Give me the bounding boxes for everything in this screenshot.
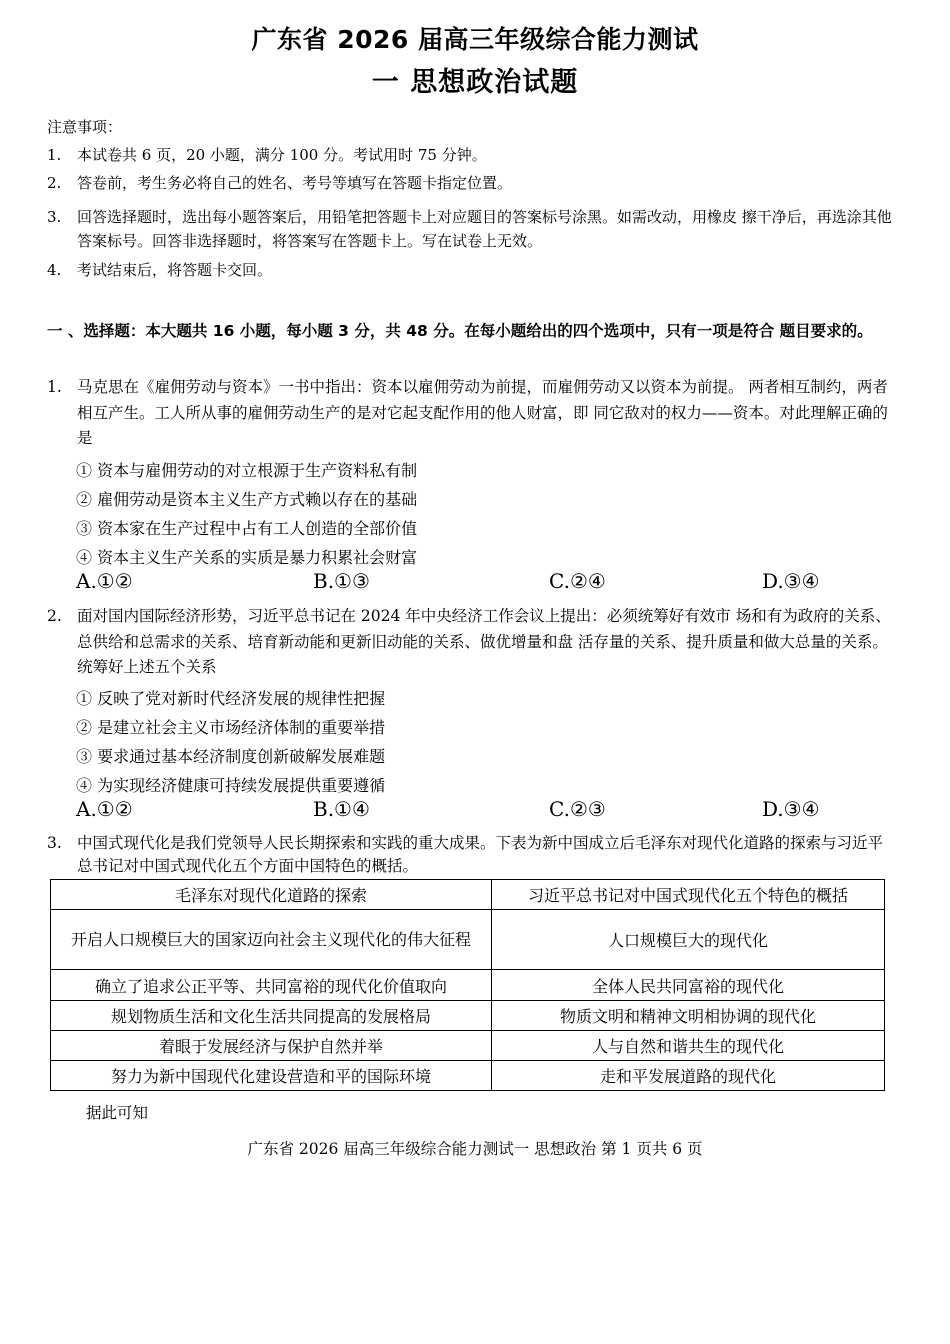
question-number: 1. (47, 378, 62, 396)
table-row (51, 1001, 885, 1031)
table-cell: 规划物质生活和文化生活共同提高的发展格局 (51, 1001, 492, 1031)
question-2 (47, 604, 897, 681)
table-header-row (51, 880, 885, 910)
statement: ② 是建立社会主义市场经济体制的重要举措 (76, 718, 386, 737)
statement: ① 反映了党对新时代经济发展的规律性把握 (76, 689, 386, 708)
notice-item-text: 回答选择题时，选出每小题答案后，用铅笔把答题卡上对应题目的答案标号涂黑。如需改动，用橡皮 擦干净后，再选涂其他答案标号。回答非选择题时，将答案写在答题卡上。写在试卷上无效。 (77, 208, 892, 250)
table-header-cell: 习近平总书记对中国式现代化五个特色的概括 (492, 880, 885, 910)
answer-option-c: C.②③ (549, 797, 606, 821)
question-3 (47, 832, 897, 878)
table-row (51, 910, 885, 970)
statement: ② 雇佣劳动是资本主义生产方式赖以存在的基础 (76, 490, 418, 509)
answer-option-b: B.①③ (313, 569, 370, 593)
table-cell: 着眼于发展经济与保护自然并举 (51, 1031, 492, 1061)
table-cell: 人口规模巨大的现代化 (492, 910, 885, 970)
exam-title: 广东省 2026 届高三年级综合能力测试 (251, 25, 699, 54)
page-footer: 广东省 2026 届高三年级综合能力测试一 思想政治 第 1 页共 6 页 (247, 1140, 703, 1158)
table-row (51, 970, 885, 1001)
notice-item (47, 143, 897, 167)
table-row (51, 1031, 885, 1061)
table-cell: 全体人民共同富裕的现代化 (492, 970, 885, 1001)
table-cell: 确立了追求公正平等、共同富裕的现代化价值取向 (51, 970, 492, 1001)
statement: ④ 为实现经济健康可持续发展提供重要遵循 (76, 776, 386, 795)
table-header-cell: 毛泽东对现代化道路的探索 (51, 880, 492, 910)
section-heading: 一 、选择题：本大题共 16 小题，每小题 3 分，共 48 分。在每小题给出的四个选项中，只有一项是符合 题目要求的。 (47, 322, 873, 340)
notice-item-number: 4. (47, 261, 62, 279)
question-continuation: 据此可知 (86, 1104, 149, 1122)
answer-option-c: C.②④ (549, 569, 606, 593)
notice-item-text: 考试结束后，将答题卡交回。 (77, 261, 273, 279)
answer-option-a: A.①② (76, 797, 133, 821)
notice-item-number: 3. (47, 208, 62, 226)
answer-option-b: B.①④ (313, 797, 370, 821)
question-stem: 面对国内国际经济形势，习近平总书记在 2024 年中央经济工作会议上提出：必须统筹好有效市 场和有为政府的关系、总供给和总需求的关系、培育新动能和更新旧动能的关系、做优增量和盘 活存量的关系、提升质量和做大总量的关系。统筹好上述五个关系 (77, 607, 891, 676)
statement: ③ 资本家在生产过程中占有工人创造的全部价值 (76, 519, 418, 538)
statement: ③ 要求通过基本经济制度创新破解发展难题 (76, 747, 386, 766)
statement: ④ 资本主义生产关系的实质是暴力积累社会财富 (76, 548, 418, 567)
question-stem: 中国式现代化是我们党领导人民长期探索和实践的重大成果。下表为新中国成立后毛泽东对现代化道路的探索与习近平总书记对中国式现代化五个方面中国特色的概括。 (77, 834, 884, 875)
notice-item-text: 答卷前，考生务必将自己的姓名、考号等填写在答题卡指定位置。 (77, 174, 513, 192)
notice-item-number: 2. (47, 174, 62, 192)
table-cell: 开启人口规模巨大的国家迈向社会主义现代化的伟大征程 (51, 910, 492, 970)
notice-item-number: 1. (47, 146, 62, 164)
question-1 (47, 375, 897, 452)
comparison-table (50, 879, 885, 1091)
notice-item-text: 本试卷共 6 页，20 小题，满分 100 分。考试用时 75 分钟。 (77, 146, 487, 164)
notice-heading: 注意事项： (47, 118, 123, 136)
question-number: 3. (47, 834, 62, 852)
exam-subtitle: 一 思想政治试题 (371, 67, 579, 98)
question-number: 2. (47, 607, 62, 625)
table-row (51, 1061, 885, 1091)
notice-item (47, 258, 897, 282)
question-stem: 马克思在《雇佣劳动与资本》一书中指出：资本以雇佣劳动为前提，而雇佣劳动又以资本为前提。 两者相互制约，两者相互产生。工人所从事的雇佣劳动生产的是对它起支配作用的他人财富，即 同它敌对的权力——资本。对此理解正确的是 (77, 378, 888, 447)
table-cell: 人与自然和谐共生的现代化 (492, 1031, 885, 1061)
answer-option-d: D.③④ (762, 797, 820, 821)
table-cell: 物质文明和精神文明相协调的现代化 (492, 1001, 885, 1031)
table-cell: 走和平发展道路的现代化 (492, 1061, 885, 1091)
notice-item (47, 205, 897, 253)
answer-option-d: D.③④ (762, 569, 820, 593)
notice-item (47, 171, 897, 195)
statement: ① 资本与雇佣劳动的对立根源于生产资料私有制 (76, 461, 418, 480)
table-cell: 努力为新中国现代化建设营造和平的国际环境 (51, 1061, 492, 1091)
answer-option-a: A.①② (76, 569, 133, 593)
